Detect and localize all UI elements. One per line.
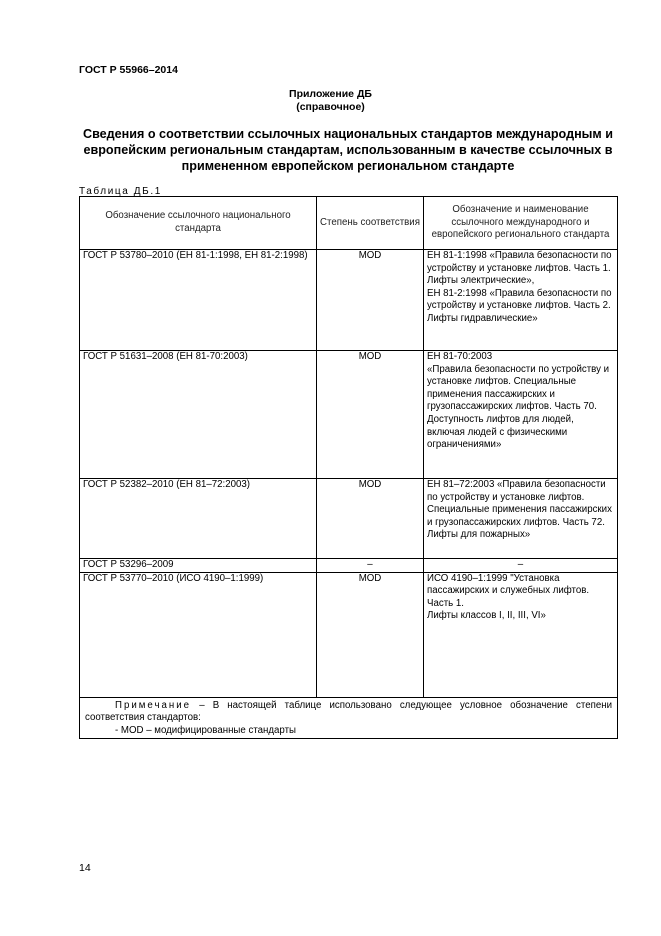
- degree-cell: MOD: [317, 572, 424, 697]
- reference-line: –: [517, 559, 524, 570]
- reference-standard-cell: [424, 351, 618, 479]
- table-row: [80, 250, 618, 351]
- annex-title: Приложение ДБ: [289, 88, 372, 100]
- annex-type: (справочное): [296, 101, 365, 113]
- reference-standard-cell: [424, 479, 618, 559]
- reference-standard-cell: [424, 250, 618, 351]
- national-standard-cell: ГОСТ Р 52382–2010 (ЕН 81–72:2003): [80, 479, 317, 559]
- reference-line: ЕН 81-2:1998 «Правила безопасности по устройству и установке лифтов. Часть 2. Лифты гидравлические»: [427, 287, 612, 324]
- note-body: – В настоящей таблице использовано следующее условное обозначение степени соответствия стандартов:: [85, 699, 612, 724]
- table-note: [80, 697, 618, 739]
- reference-line: ЕН 81-1:1998 «Правила безопасности по устройству и установке лифтов. Часть 1. Лифты электрические»,: [427, 250, 612, 287]
- degree-cell: MOD: [317, 351, 424, 479]
- standard-code: ГОСТ Р 55966–2014: [79, 64, 178, 76]
- table-row: [80, 351, 618, 479]
- table-note-row: [80, 697, 618, 739]
- correspondence-table: [79, 196, 618, 739]
- column-header-national: Обозначение ссылочного национального стандарта: [80, 197, 317, 250]
- degree-cell: MOD: [317, 250, 424, 351]
- reference-standard-cell: [424, 572, 618, 697]
- reference-standard-cell: [424, 559, 618, 573]
- reference-line: «Правила безопасности по устройству и установке лифтов. Специальные применения пассажирских и грузопассажирских лифтов. Часть 70. Доступность лифтов для людей, включая людей с физическими ограничениями»: [427, 363, 610, 451]
- note-item: - MOD – модифицированные стандарты: [115, 724, 296, 736]
- reference-line: ЕН 81–72:2003 «Правила безопасности по устройству и установке лифтов. Специальные применения пассажирских и грузопассажирских лифтов. Часть 72. Лифты для пожарных»: [427, 479, 612, 541]
- column-header-reference: Обозначение и наименование ссылочного международного и европейского регионального стандарта: [424, 197, 618, 250]
- table-row: [80, 559, 618, 573]
- degree-cell: MOD: [317, 479, 424, 559]
- column-header-degree: Степень соответствия: [317, 197, 424, 250]
- annex-heading: Сведения о соответствии ссылочных национальных стандартов международным и европейским региональным стандартам, использованным в качестве ссылочных в примененном европейском региональном стандарте: [83, 127, 613, 173]
- reference-line: ИСО 4190–1:1999 "Установка пассажирских и служебных лифтов. Часть 1.: [427, 572, 590, 609]
- table-label: Таблица ДБ.1: [79, 186, 162, 197]
- table-row: [80, 572, 618, 697]
- national-standard-cell: ГОСТ Р 51631–2008 (ЕН 81-70:2003): [80, 351, 317, 479]
- note-label: Примечание: [115, 699, 192, 711]
- national-standard-cell: ГОСТ Р 53780–2010 (ЕН 81-1:1998, ЕН 81-2:1998): [80, 250, 317, 351]
- reference-line: Лифты классов I, II, III, VI»: [427, 610, 546, 622]
- national-standard-cell: ГОСТ Р 53770–2010 (ИСО 4190–1:1999): [80, 572, 317, 697]
- table-header-row: [80, 197, 618, 250]
- national-standard-cell: ГОСТ Р 53296–2009: [80, 559, 317, 573]
- note-text: [85, 700, 612, 725]
- reference-line: ЕН 81-70:2003: [427, 351, 493, 362]
- degree-cell: –: [317, 559, 424, 573]
- table-row: [80, 479, 618, 559]
- page-number: 14: [79, 862, 91, 874]
